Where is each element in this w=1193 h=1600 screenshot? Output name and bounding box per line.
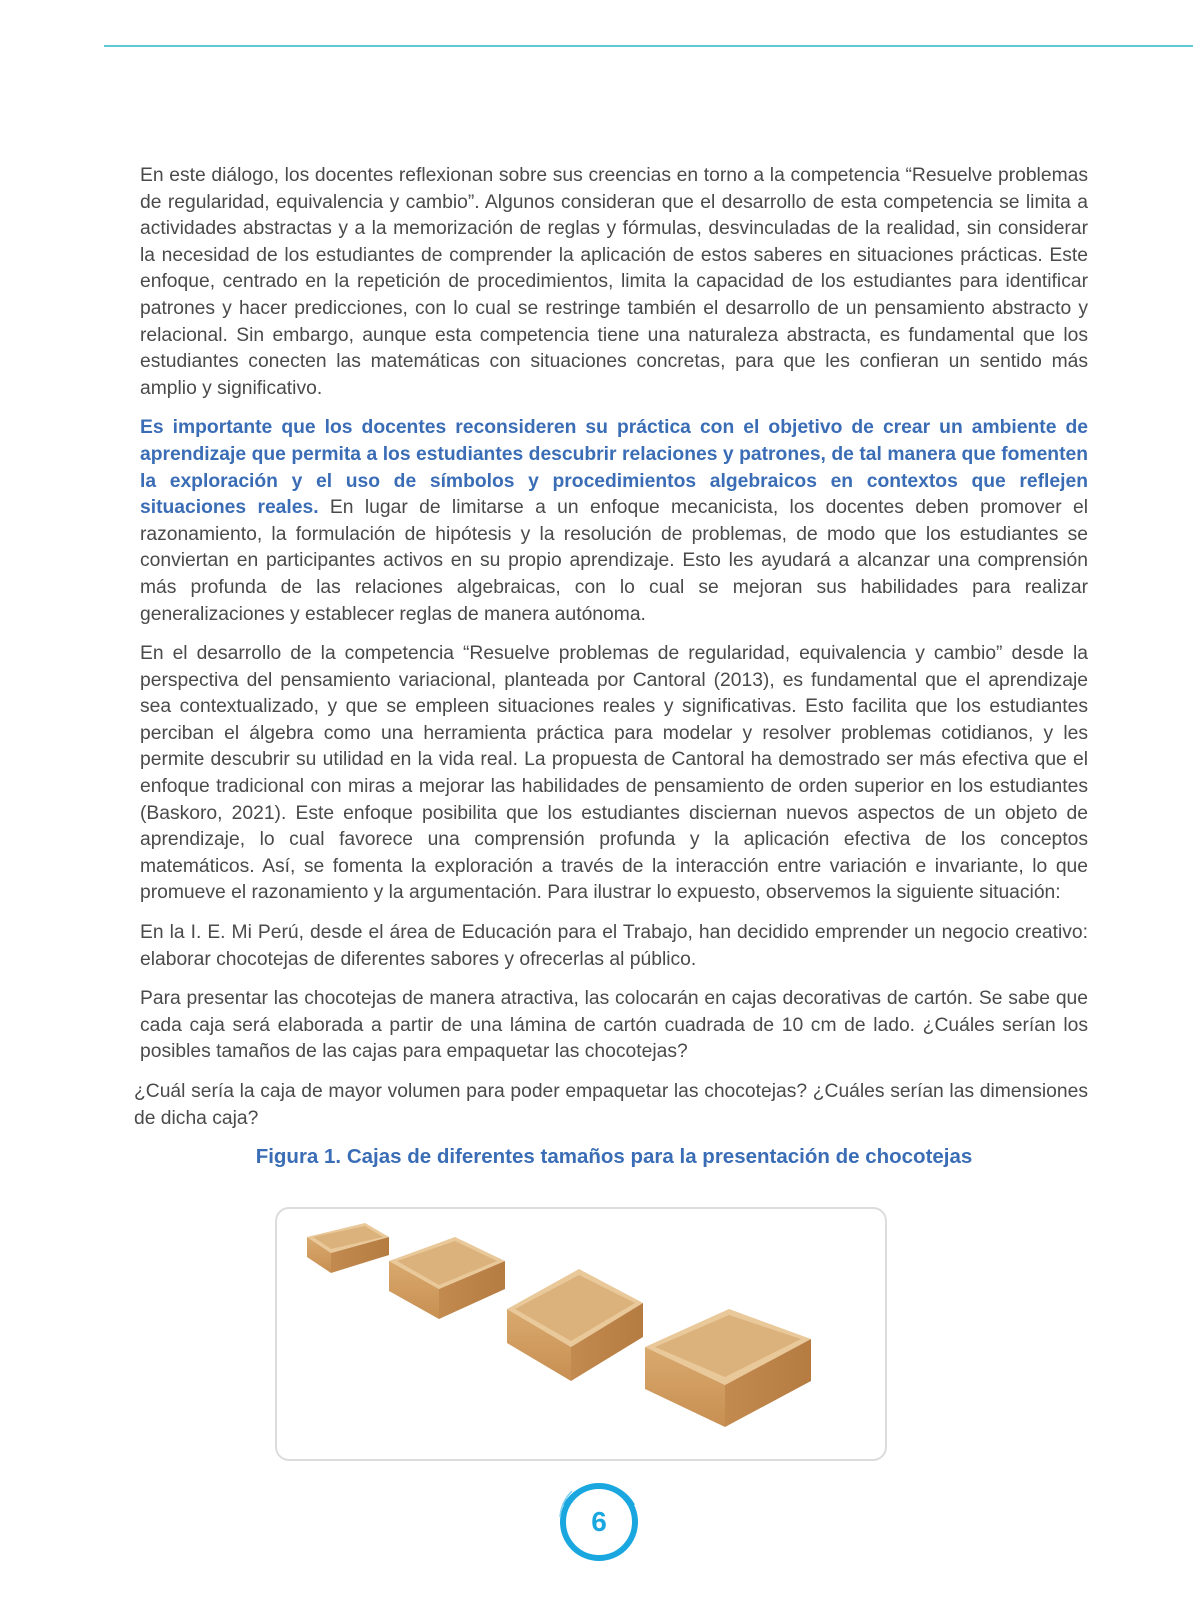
main-content — [134, 163, 1088, 1169]
page-number-badge — [554, 1477, 644, 1567]
top-rule — [104, 45, 1193, 47]
figure-frame — [275, 1207, 887, 1461]
box-medium — [389, 1237, 505, 1319]
box-largest — [645, 1309, 811, 1427]
cardboard-boxes-illustration — [277, 1209, 885, 1459]
paragraph-1: En este diálogo, los docentes reflexionan sobre sus creencias en torno a la competencia “Resuelve problemas de regularidad, equivalencia y cambio”. Algunos consideran que el desarrollo de esta competencia se limita a actividades abstractas y a la memorización de reglas y fórmulas, desvinculadas de la realidad, sin considerar la necesidad de los estudiantes de comprender la aplicación de estos saberes en situaciones prácticas. Este enfoque, centrado en la repetición de procedimientos, limita la capacidad de los estudiantes para identificar patrones y hacer predicciones, con lo cual se restringe también el desarrollo de un pensamiento abstracto y relacional. Sin embargo, aunque esta competencia tiene una naturaleza abstracta, es fundamental que los estudiantes conecten las matemáticas con situaciones concretas, para que les confieran un sentido más amplio y significativo. — [140, 165, 1088, 399]
paragraph-2 — [140, 415, 1088, 628]
page-number: 6 — [591, 1506, 607, 1537]
figure-caption: Figura 1. Cajas de diferentes tamaños para la presentación de chocotejas — [255, 1145, 973, 1169]
paragraph-5: Para presentar las chocotejas de manera atractiva, las colocarán en cajas decorativas de cartón. Se sabe que cada caja será elaborada a partir de una lámina de cartón cuadrada de 10 cm de lado. ¿Cuáles serían los posibles tamaños de las cajas para empaquetar las chocotejas? — [140, 988, 1088, 1063]
paragraph-3: En el desarrollo de la competencia “Resuelve problemas de regularidad, equivalencia y cambio” desde la perspectiva del pensamiento variacional, planteada por Cantoral (2013), es fundamental que el aprendizaje sea contextualizado, y que se empleen situaciones reales y significativas. Esto facilita que los estudiantes perciban el álgebra como una herramienta práctica para modelar y resolver problemas cotidianos, y les permite descubrir su utilidad en la vida real. La propuesta de Cantoral ha demostrado ser más efectiva que el enfoque tradicional con miras a mejorar las habilidades de pensamiento de orden superior en los estudiantes (Baskoro, 2021). Este enfoque posibilita que los estudiantes disciernan nuevos aspectos de un objeto de aprendizaje, lo cual favorece una comprensión profunda y la aplicación efectiva de los conceptos matemáticos. Así, se fomenta la exploración a través de la interacción entre variación e invariante, lo que promueve el razonamiento y la argumentación. Para ilustrar lo expuesto, observemos la siguiente situación: — [140, 643, 1088, 904]
paragraph-2-rest: En lugar de limitarse a un enfoque mecanicista, los docentes deben promover el razonamiento, la formulación de hipótesis y la resolución de problemas, de modo que los estudiantes se conviertan en participantes activos en su propio aprendizaje. Esto les ayudará a alcanzar una comprensión más profunda de las relaciones algebraicas, con lo cual se mejoran sus habilidades para realizar generalizaciones y establecer reglas de manera autónoma. — [140, 497, 1088, 625]
paragraph-4: En la I. E. Mi Perú, desde el área de Educación para el Trabajo, han decidido emprender un negocio creativo: elaborar chocotejas de diferentes sabores y ofrecerlas al público. — [140, 922, 1088, 970]
paragraph-6: ¿Cuál sería la caja de mayor volumen para poder empaquetar las chocotejas? ¿Cuáles serían las dimensiones de dicha caja? — [134, 1081, 1088, 1129]
box-large — [507, 1269, 643, 1381]
box-small — [307, 1223, 389, 1273]
highlighted-lead: Es importante que los docentes reconsideren su práctica con el objetivo de crear un ambiente de aprendizaje que permita a los estudiantes descubrir relaciones y patrones, de tal manera que fomenten la exploración y el uso de símbolos y procedimientos algebraicos en contextos que reflejen situaciones reales. — [140, 417, 1088, 519]
